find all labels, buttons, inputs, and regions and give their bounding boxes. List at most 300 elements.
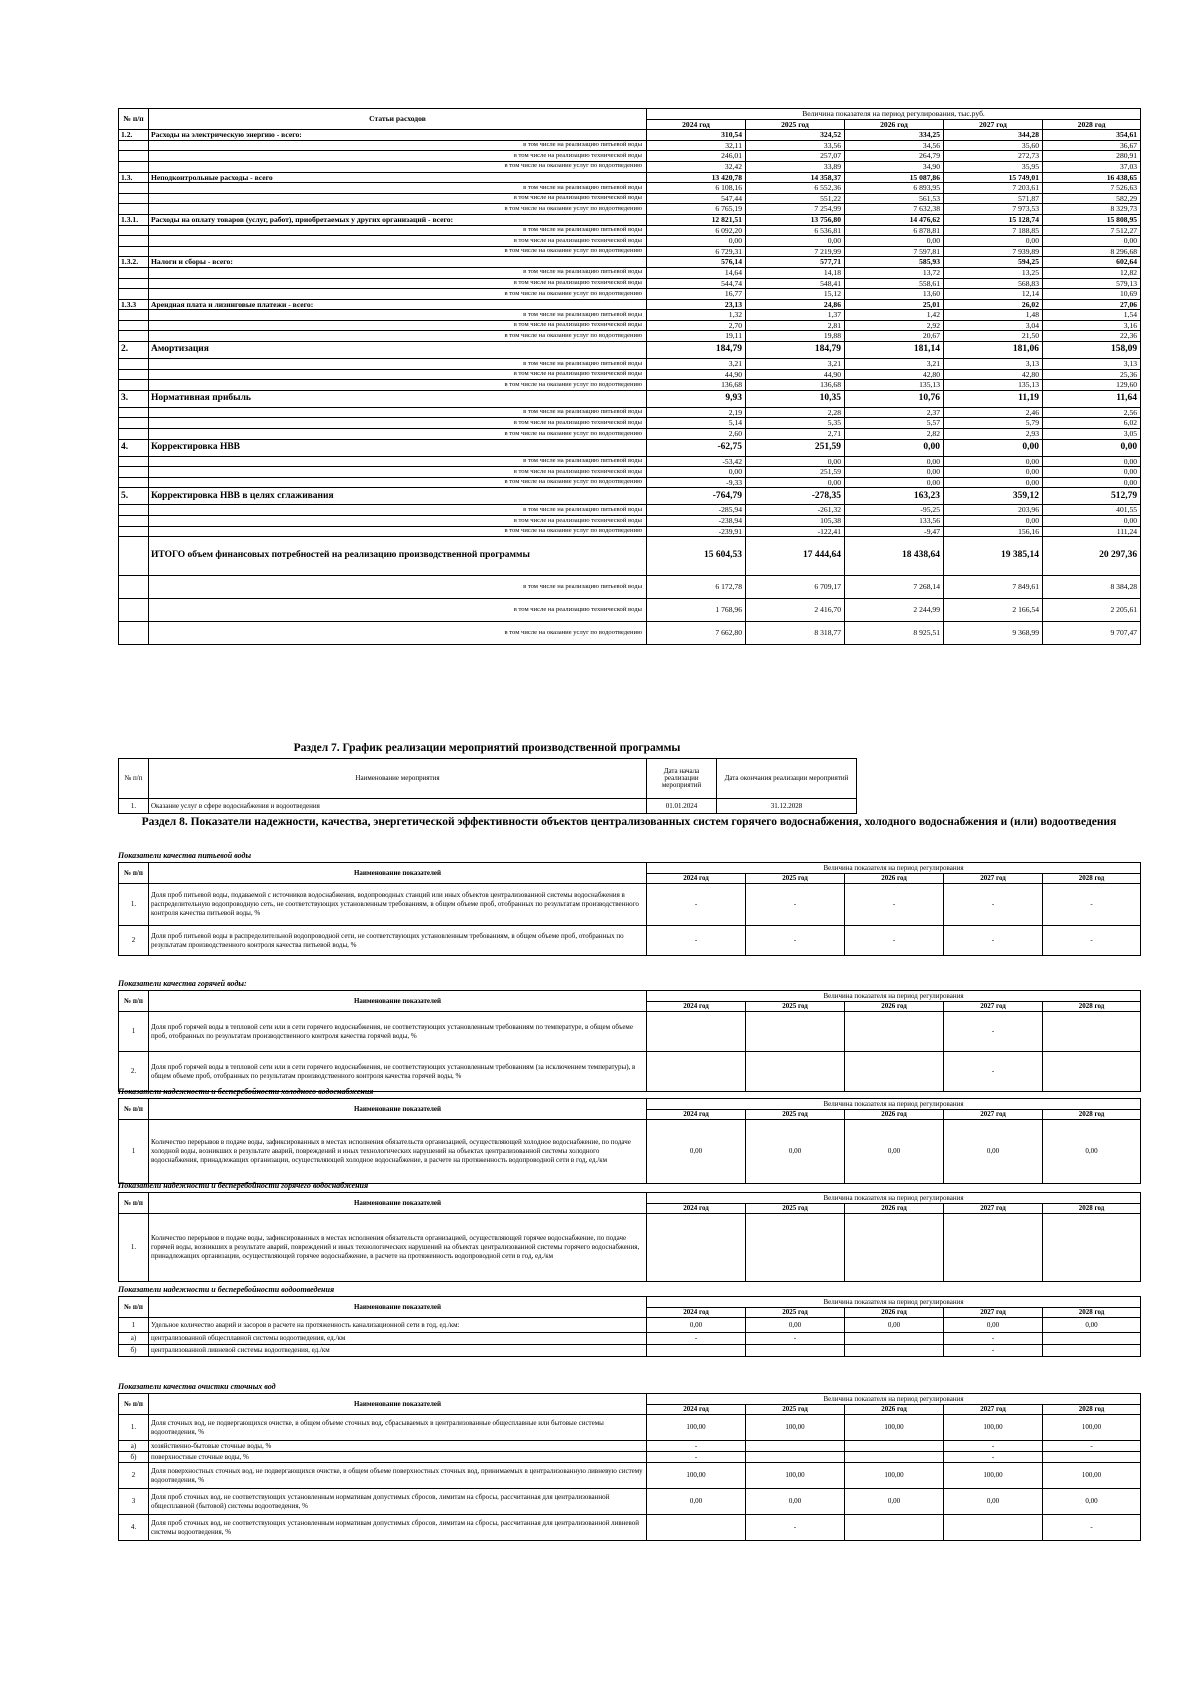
indicator-value <box>1043 1214 1141 1282</box>
row-value: 0,00 <box>845 439 944 456</box>
row-value: 3,21 <box>845 359 944 370</box>
indicator-values-header: Величина показателя на период регулирования <box>647 863 1141 874</box>
indicator-value: - <box>647 926 746 956</box>
indicator-year: 2026 год <box>845 1110 944 1120</box>
row-number <box>119 310 149 321</box>
row-value: 246,01 <box>647 151 746 162</box>
row-value: -9,47 <box>845 526 944 537</box>
row-value: 14 358,37 <box>746 172 845 183</box>
row-name: в том числе на реализацию питьевой воды <box>149 505 647 516</box>
row-number <box>119 236 149 247</box>
finance-row <box>119 342 1141 359</box>
row-name: в том числе на реализацию технической воды <box>149 516 647 527</box>
finance-row <box>119 429 1141 440</box>
row-name: в том числе на реализацию технической воды <box>149 320 647 331</box>
indicator-value <box>845 1012 944 1052</box>
indicator-value <box>647 1515 746 1541</box>
row-value: 2,81 <box>746 320 845 331</box>
row-name: Амортизация <box>149 342 647 359</box>
row-value: 21,50 <box>944 331 1043 342</box>
indicator-table <box>118 1296 1141 1357</box>
total-value: 18 438,64 <box>845 537 944 576</box>
row-value: 34,56 <box>845 140 944 151</box>
row-value: 6 765,19 <box>647 204 746 215</box>
row-number: 4. <box>119 439 149 456</box>
row-name: Неподконтрольные расходы - всего <box>149 172 647 183</box>
row-number <box>119 359 149 370</box>
row-value: -239,91 <box>647 526 746 537</box>
indicator-name-header: Наименование показателей <box>149 1394 647 1415</box>
col-item-header: Статьи расходов <box>149 109 647 130</box>
row-value: 3,21 <box>647 359 746 370</box>
row-value: 14,64 <box>647 267 746 278</box>
indicator-year: 2025 год <box>746 874 845 884</box>
indicator-values-header: Величина показателя на период регулирования <box>647 991 1141 1002</box>
section7-title: Раздел 7. График реализации мероприятий производственной программы <box>293 742 681 754</box>
row-value: 2,37 <box>845 407 944 418</box>
row-name: Расходы на электрическую энергию - всего: <box>149 130 647 141</box>
indicator-value: - <box>944 1052 1043 1092</box>
indicator-value: 100,00 <box>944 1415 1043 1441</box>
indicator-no-header: № п/п <box>119 1297 149 1318</box>
row-value: 163,23 <box>845 488 944 505</box>
total-value: 20 297,36 <box>1043 537 1141 576</box>
finance-row <box>119 477 1141 488</box>
finance-row <box>119 380 1141 391</box>
indicator-header-row <box>119 1297 1141 1308</box>
row-value: 0,00 <box>746 477 845 488</box>
indicator-number: 1. <box>119 1415 149 1441</box>
indicator-year: 2024 год <box>647 1204 746 1214</box>
indicator-value <box>746 1052 845 1092</box>
row-value: 33,89 <box>746 161 845 172</box>
total-sub-value: 8 318,77 <box>746 622 845 645</box>
row-value: 16,77 <box>647 289 746 300</box>
year-header: 2025 год <box>746 119 845 130</box>
finance-row <box>119 418 1141 429</box>
sched-row-start: 01.01.2024 <box>647 799 717 814</box>
finance-table <box>118 108 1141 645</box>
finance-row <box>119 267 1141 278</box>
finance-row <box>119 183 1141 194</box>
row-value: 571,87 <box>944 193 1043 204</box>
total-value: 17 444,64 <box>746 537 845 576</box>
indicator-value: 100,00 <box>845 1463 944 1489</box>
total-sub-value: 2 205,61 <box>1043 599 1141 622</box>
row-value: 22,36 <box>1043 331 1141 342</box>
indicator-year: 2027 год <box>944 1204 1043 1214</box>
row-number <box>119 151 149 162</box>
indicator-group-title: Показатели надежности и бесперебойности водоотведения <box>118 1285 335 1294</box>
indicator-value <box>647 1345 746 1357</box>
row-value: 32,42 <box>647 161 746 172</box>
indicator-number: 1. <box>119 1214 149 1282</box>
total-sub-row <box>119 576 1141 599</box>
indicator-value: 100,00 <box>746 1463 845 1489</box>
row-value: 7 597,81 <box>845 246 944 257</box>
row-name: в том числе на реализацию питьевой воды <box>149 456 647 467</box>
row-value: 3,13 <box>1043 359 1141 370</box>
total-sub-number <box>119 599 149 622</box>
row-name: Налоги и сборы - всего: <box>149 257 647 268</box>
row-value: 26,02 <box>944 299 1043 310</box>
total-value: 15 604,53 <box>647 537 746 576</box>
indicator-group-title: Показатели качества питьевой воды <box>118 851 252 860</box>
indicator-no-header: № п/п <box>119 1394 149 1415</box>
row-value: 33,56 <box>746 140 845 151</box>
indicator-name-header: Наименование показателей <box>149 1099 647 1120</box>
indicator-value: 0,00 <box>845 1120 944 1184</box>
indicator-value: - <box>944 1012 1043 1052</box>
row-value: 12,14 <box>944 289 1043 300</box>
indicator-name: Доля проб сточных вод, не соответствующих установленным нормативам допустимых сбросов, лимитам на сбросы, рассчитанная для централизованной общесплавной (бытовой) системы водоотведения, % <box>149 1489 647 1515</box>
row-number <box>119 429 149 440</box>
row-value: 10,76 <box>845 390 944 407</box>
indicator-value: - <box>944 926 1043 956</box>
indicator-value: - <box>746 1515 845 1541</box>
row-value: 0,00 <box>944 456 1043 467</box>
finance-row <box>119 310 1141 321</box>
row-value: 111,24 <box>1043 526 1141 537</box>
indicator-year: 2027 год <box>944 1002 1043 1012</box>
indicator-value: - <box>1043 926 1141 956</box>
indicator-year: 2028 год <box>1043 874 1141 884</box>
row-name: в том числе на реализацию технической воды <box>149 278 647 289</box>
indicator-row <box>119 926 1141 956</box>
indicator-year: 2025 год <box>746 1308 845 1318</box>
row-name: в том числе на реализацию технической воды <box>149 418 647 429</box>
indicator-value: 0,00 <box>944 1489 1043 1515</box>
row-value: 324,52 <box>746 130 845 141</box>
indicator-value: - <box>944 1333 1043 1345</box>
row-value: 354,61 <box>1043 130 1141 141</box>
indicator-year: 2027 год <box>944 1405 1043 1415</box>
row-name: Корректировка НВВ <box>149 439 647 456</box>
total-sub-value: 2 244,99 <box>845 599 944 622</box>
row-value: 558,61 <box>845 278 944 289</box>
row-value: 6 092,20 <box>647 225 746 236</box>
row-value: 7 973,53 <box>944 204 1043 215</box>
indicator-row <box>119 1214 1141 1282</box>
sched-no-header: № п/п <box>119 759 149 799</box>
indicator-value <box>845 1441 944 1452</box>
indicator-value: 0,00 <box>944 1318 1043 1333</box>
row-name: в том числе на оказание услуг по водоотведению <box>149 204 647 215</box>
row-value: 10,35 <box>746 390 845 407</box>
row-number <box>119 267 149 278</box>
row-value: 15,12 <box>746 289 845 300</box>
indicator-name: Доля проб сточных вод, не соответствующих установленным нормативам допустимых сбросов, лимитам на сбросы, рассчитанная для централизованной ливневой системы водоотведения, % <box>149 1515 647 1541</box>
finance-row <box>119 151 1141 162</box>
row-value: 0,00 <box>1043 467 1141 478</box>
row-value: 0,00 <box>647 467 746 478</box>
indicator-table <box>118 990 1141 1092</box>
indicator-year: 2027 год <box>944 1308 1043 1318</box>
row-number <box>119 278 149 289</box>
indicator-value <box>845 1214 944 1282</box>
row-number <box>119 331 149 342</box>
row-value: 0,00 <box>647 236 746 247</box>
total-sub-value: 8 925,51 <box>845 622 944 645</box>
indicator-year: 2025 год <box>746 1405 845 1415</box>
total-sub-row <box>119 599 1141 622</box>
finance-row <box>119 193 1141 204</box>
row-value: 181,14 <box>845 342 944 359</box>
indicator-value: 0,00 <box>746 1489 845 1515</box>
row-value: 0,00 <box>1043 516 1141 527</box>
row-value: 334,25 <box>845 130 944 141</box>
row-value: 15 808,95 <box>1043 214 1141 225</box>
indicator-year: 2026 год <box>845 1002 944 1012</box>
indicator-value: 0,00 <box>647 1120 746 1184</box>
indicator-value <box>845 1452 944 1463</box>
row-value: 0,00 <box>944 467 1043 478</box>
row-name: в том числе на оказание услуг по водоотведению <box>149 331 647 342</box>
row-value: 3,21 <box>746 359 845 370</box>
row-value: 5,14 <box>647 418 746 429</box>
indicator-row <box>119 1515 1141 1541</box>
row-name: в том числе на реализацию технической воды <box>149 151 647 162</box>
row-value: 7 939,89 <box>944 246 1043 257</box>
row-number: 1.3. <box>119 172 149 183</box>
row-name: в том числе на оказание услуг по водоотведению <box>149 429 647 440</box>
row-name: Арендная плата и лизинговые платежи - всего: <box>149 299 647 310</box>
row-number <box>119 456 149 467</box>
indicator-value <box>944 1214 1043 1282</box>
row-value: 13 420,78 <box>647 172 746 183</box>
indicator-year: 2025 год <box>746 1110 845 1120</box>
row-value: -53,42 <box>647 456 746 467</box>
indicator-name: Количество перерывов в подаче воды, зафиксированных в местах исполнения обязательств организацией, осуществляющей холодное водоснабжение, по подаче холодной воды, возникших в результате аварий, повреждений и иных технологических нарушений на объектах централизованной системы холодного водоснабжения, принадлежащих организации, осуществляющей холодное водоснабжение, в расчете на протяженность водопроводной сети в год, ед./км <box>149 1120 647 1184</box>
total-sub-value: 9 368,99 <box>944 622 1043 645</box>
total-sub-value: 6 172,78 <box>647 576 746 599</box>
indicator-name: хозяйственно-бытовые сточные воды, % <box>149 1441 647 1452</box>
finance-row <box>119 161 1141 172</box>
row-name: Расходы на оплату товаров (услуг, работ), приобретаемых у других организаций - всего: <box>149 214 647 225</box>
row-value: 36,67 <box>1043 140 1141 151</box>
row-value: 0,00 <box>1043 456 1141 467</box>
indicator-name: поверхностные сточные воды, % <box>149 1452 647 1463</box>
row-value: 8 296,68 <box>1043 246 1141 257</box>
finance-row <box>119 278 1141 289</box>
row-value: 251,59 <box>746 467 845 478</box>
row-value: 5,57 <box>845 418 944 429</box>
row-value: 14,18 <box>746 267 845 278</box>
indicator-year: 2025 год <box>746 1204 845 1214</box>
total-value: 19 385,14 <box>944 537 1043 576</box>
row-value: 12,82 <box>1043 267 1141 278</box>
indicator-value <box>746 1452 845 1463</box>
row-value: 13,72 <box>845 267 944 278</box>
indicator-number: 1. <box>119 884 149 926</box>
row-value: 582,29 <box>1043 193 1141 204</box>
row-name: в том числе на реализацию технической воды <box>149 236 647 247</box>
row-value: 7 188,85 <box>944 225 1043 236</box>
row-value: 42,80 <box>845 369 944 380</box>
row-value: 129,60 <box>1043 380 1141 391</box>
row-number: 2. <box>119 342 149 359</box>
indicator-table <box>118 1393 1141 1541</box>
row-value: 2,70 <box>647 320 746 331</box>
row-value: 35,95 <box>944 161 1043 172</box>
finance-row <box>119 246 1141 257</box>
row-value: 6,02 <box>1043 418 1141 429</box>
year-header: 2024 год <box>647 119 746 130</box>
indicator-no-header: № п/п <box>119 863 149 884</box>
indicator-value: 100,00 <box>647 1415 746 1441</box>
row-number <box>119 204 149 215</box>
indicator-value: 0,00 <box>1043 1120 1141 1184</box>
row-value: 280,91 <box>1043 151 1141 162</box>
indicator-header-row <box>119 1099 1141 1110</box>
indicator-row <box>119 1120 1141 1184</box>
row-number: 5. <box>119 488 149 505</box>
indicator-value <box>647 1012 746 1052</box>
finance-row <box>119 172 1141 183</box>
indicator-year: 2026 год <box>845 874 944 884</box>
row-name: в том числе на реализацию питьевой воды <box>149 183 647 194</box>
row-value: 512,79 <box>1043 488 1141 505</box>
row-value: 568,83 <box>944 278 1043 289</box>
row-number <box>119 407 149 418</box>
indicator-name-header: Наименование показателей <box>149 863 647 884</box>
row-name: в том числе на оказание услуг по водоотведению <box>149 526 647 537</box>
indicator-values-header: Величина показателя на период регулирования <box>647 1297 1141 1308</box>
finance-row <box>119 331 1141 342</box>
col-no-header: № п/п <box>119 109 149 130</box>
indicator-row <box>119 1318 1141 1333</box>
row-value: 25,36 <box>1043 369 1141 380</box>
row-name: в том числе на реализацию питьевой воды <box>149 140 647 151</box>
row-value: 6 536,81 <box>746 225 845 236</box>
row-value: 602,64 <box>1043 257 1141 268</box>
row-value: 11,19 <box>944 390 1043 407</box>
year-header: 2026 год <box>845 119 944 130</box>
row-name: в том числе на реализацию технической воды <box>149 193 647 204</box>
row-value: 0,00 <box>746 456 845 467</box>
indicator-value: 0,00 <box>647 1489 746 1515</box>
sched-row-end: 31.12.2028 <box>717 799 857 814</box>
row-number <box>119 477 149 488</box>
row-value: 0,00 <box>944 236 1043 247</box>
indicator-value: - <box>845 884 944 926</box>
row-value: 12 821,51 <box>647 214 746 225</box>
row-value: 10,69 <box>1043 289 1141 300</box>
indicator-value: - <box>1043 1441 1141 1452</box>
indicator-value: - <box>944 1345 1043 1357</box>
indicator-values-header: Величина показателя на период регулирования <box>647 1193 1141 1204</box>
row-value: 15 087,86 <box>845 172 944 183</box>
indicator-value: 100,00 <box>746 1415 845 1441</box>
indicator-value: - <box>647 1441 746 1452</box>
indicator-year: 2026 год <box>845 1405 944 1415</box>
row-value: 19,11 <box>647 331 746 342</box>
row-number: 1.3.3 <box>119 299 149 310</box>
row-value: 579,13 <box>1043 278 1141 289</box>
row-name: в том числе на оказание услуг по водоотведению <box>149 161 647 172</box>
finance-row <box>119 320 1141 331</box>
row-value: 0,00 <box>845 456 944 467</box>
indicator-group-title: Показатели надежности и бесперебойности холодного водоснабжения <box>118 1087 374 1096</box>
finance-row <box>119 359 1141 370</box>
indicator-value <box>1043 1333 1141 1345</box>
indicator-name: Доля проб горячей воды в тепловой сети или в сети горячего водоснабжения, не соответствующих установленным требованиям по температуре, в общем объеме проб, отобранных по результатам производственного контроля качества горячей воды, % <box>149 1012 647 1052</box>
row-number <box>119 193 149 204</box>
row-value: 6 552,36 <box>746 183 845 194</box>
row-value: -95,25 <box>845 505 944 516</box>
section8-title: Раздел 8. Показатели надежности, качества, энергетической эффективности объектов централизованных систем горячего водоснабжения, холодного водоснабжения и (или) водоотведения <box>141 816 1117 828</box>
row-value: -261,32 <box>746 505 845 516</box>
row-value: 6 108,16 <box>647 183 746 194</box>
indicator-value: 0,00 <box>647 1318 746 1333</box>
indicator-value: - <box>746 884 845 926</box>
row-value: 37,03 <box>1043 161 1141 172</box>
row-value: -285,94 <box>647 505 746 516</box>
indicator-value: - <box>746 1333 845 1345</box>
row-value: 14 476,62 <box>845 214 944 225</box>
row-name: в том числе на реализацию питьевой воды <box>149 267 647 278</box>
schedule-table <box>118 758 857 814</box>
indicator-value: - <box>944 884 1043 926</box>
indicator-number: 4. <box>119 1515 149 1541</box>
total-sub-value: 7 662,80 <box>647 622 746 645</box>
row-name: Корректировка НВВ в целях сглаживания <box>149 488 647 505</box>
row-name: в том числе на реализацию питьевой воды <box>149 225 647 236</box>
row-value: 105,38 <box>746 516 845 527</box>
indicator-row <box>119 1052 1141 1092</box>
indicator-name: Доля сточных вод, не подвергающихся очистке, в общем объеме сточных вод, сбрасываемых в централизованные общесплавные или бытовые системы водоотведения, % <box>149 1415 647 1441</box>
row-value: 5,79 <box>944 418 1043 429</box>
indicator-value: - <box>746 926 845 956</box>
indicator-year: 2024 год <box>647 874 746 884</box>
row-number <box>119 225 149 236</box>
row-value: 24,86 <box>746 299 845 310</box>
indicator-no-header: № п/п <box>119 991 149 1012</box>
total-sub-value: 7 849,61 <box>944 576 1043 599</box>
row-value: 136,68 <box>647 380 746 391</box>
row-value: 576,14 <box>647 257 746 268</box>
row-value: 9,93 <box>647 390 746 407</box>
indicator-row <box>119 1463 1141 1489</box>
indicator-value: 0,00 <box>944 1120 1043 1184</box>
row-value: 401,55 <box>1043 505 1141 516</box>
indicator-row <box>119 1489 1141 1515</box>
row-number: 1.3.2. <box>119 257 149 268</box>
indicator-header-row <box>119 1394 1141 1405</box>
row-value: 27,06 <box>1043 299 1141 310</box>
row-value: 15 749,01 <box>944 172 1043 183</box>
total-sub-value: 6 709,17 <box>746 576 845 599</box>
row-number <box>119 161 149 172</box>
indicator-row <box>119 1452 1141 1463</box>
indicator-name-header: Наименование показателей <box>149 1297 647 1318</box>
indicator-name: централизованной общесплавной системы водоотведения, ед./км <box>149 1333 647 1345</box>
row-value: 359,12 <box>944 488 1043 505</box>
row-value: 561,53 <box>845 193 944 204</box>
indicator-number: 3 <box>119 1489 149 1515</box>
indicator-value <box>1043 1012 1141 1052</box>
indicator-value: - <box>944 1441 1043 1452</box>
indicator-value: 0,00 <box>1043 1318 1141 1333</box>
indicator-no-header: № п/п <box>119 1099 149 1120</box>
total-number <box>119 537 149 576</box>
indicator-value: 100,00 <box>944 1463 1043 1489</box>
total-sub-value: 9 707,47 <box>1043 622 1141 645</box>
row-value: 7 203,61 <box>944 183 1043 194</box>
row-value: 184,79 <box>647 342 746 359</box>
indicator-number: б) <box>119 1452 149 1463</box>
row-value: 19,88 <box>746 331 845 342</box>
